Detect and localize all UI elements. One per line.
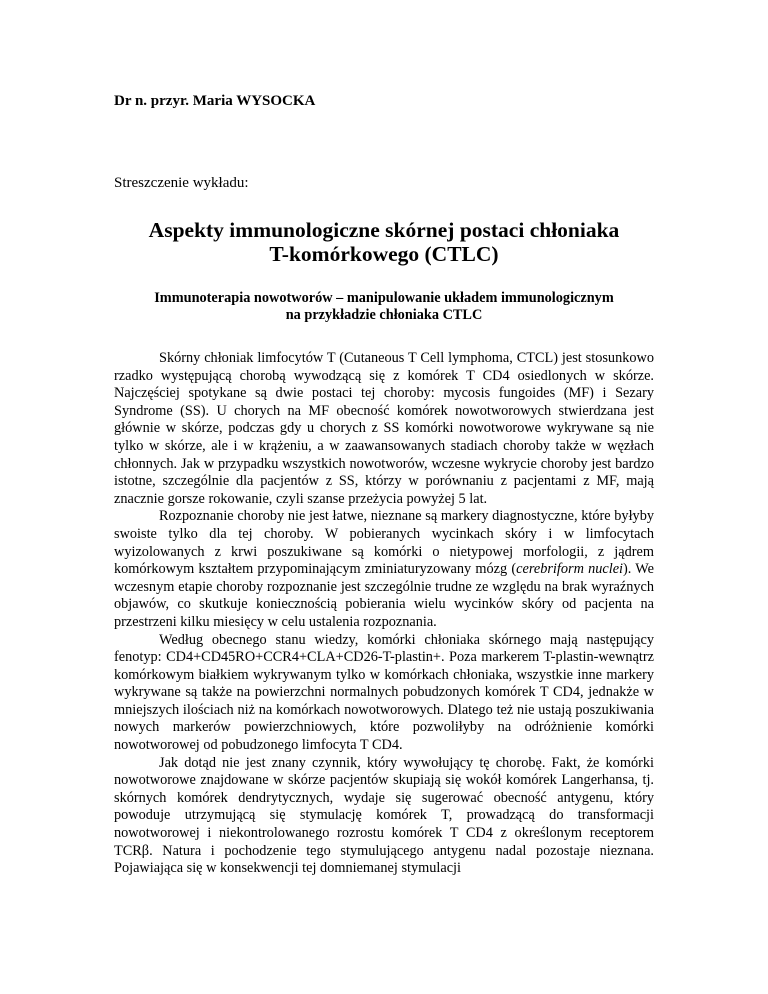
body-text xyxy=(114,350,654,878)
lecture-subtitle xyxy=(114,290,654,324)
abstract-label: Streszczenie wykładu: xyxy=(114,175,249,191)
title-line-1: Aspekty immunologiczne skórnej postaci chłoniaka xyxy=(148,218,620,242)
paragraph-1: Skórny chłoniak limfocytów T (Cutaneous T Cell lymphoma, CTCL) jest stosunkowo rzadko występującą chorobą wywodzącą się z komórek T CD4 osiedlonych w skórze. Najczęściej spotykane są dwie postaci tej choroby: mycosis fungoides (MF) i Sezary Syndrome (SS). U chorych na MF obecność komórek nowotworowych stwierdzana jest głównie w skórze, podczas gdy u chorych z SS komórki nowotworowe wykrywane są nie tylko w skórze, ale i w krążeniu, a w zaawansowanych stadiach choroby także w węzłach chłonnych. Jak w przypadku wszystkich nowotworów, wczesne wykrycie choroby jest bardzo istotne, szczególnie dla pacjentów z SS, którzy w porównaniu z pacjentami z MF, mają znacznie gorsze rokowanie, czyli szanse przeżycia powyżej 5 lat. xyxy=(114,350,654,507)
paragraph-2-text: Rozpoznanie choroby nie jest łatwe, nieznane są markery diagnostyczne, które byłyby swoiste tylko dla tej choroby. W pobieranych wycinkach skóry i w limfocytach wyizolowanych z krwi poszukiwane są komórki o nietypowej morfologii, z jądrem komórkowym kształtem przypominającym zminiaturyzowany mózg ( xyxy=(114,508,654,578)
italic-term: cerebriform nuclei xyxy=(516,561,624,578)
subtitle-line-1: Immunoterapia nowotworów – manipulowanie układem immunologicznym xyxy=(154,290,614,306)
paragraph-4: Jak dotąd nie jest znany czynnik, który wywołujący tę chorobę. Fakt, że komórki nowotworowe znajdowane w skórze pacjentów skupiają się wokół komórek Langerhansa, tj. skórnych komórek dendrytycznych, wydaje się sugerować obecność antygenu, który powoduje utrzymującą się stymulację komórek T, prowadzącą do transformacji nowotworowej i niekontrolowanego rozrostu komórek T CD4 z określonym receptorem TCRβ. Natura i pochodzenie tego stymulującego antygenu nadal pozostaje nieznana. Pojawiająca się w konsekwencji tej domniemanej stymulacji xyxy=(114,754,654,877)
title-line-2: T-komórkowego (CTLC) xyxy=(269,242,499,266)
paragraph-2-continued: ). We wczesnym etapie choroby rozpoznanie jest szczególnie trudne ze względu na brak wyraźnych objawów, co skutkuje koniecznością pobierania wielu wycinków skóry od pacjenta na przestrzeni kilku miesięcy w celu ustalenia rozpoznania. xyxy=(114,561,654,630)
author-name: Dr n. przyr. Maria WYSOCKA xyxy=(114,93,316,109)
paragraph-3: Według obecnego stanu wiedzy, komórki chłoniaka skórnego mają następujący fenotyp: CD4+CD45RO+CCR4+CLA+CD26-T-plastin+. Poza markerem T-plastin-wewnątrz komórkowym białkiem wykrywanym tylko w komórkach chłoniaka, wszystkie inne markery wykrywane są także na powierzchni normalnych pobudzonych komórek T CD4, jednakże w mniejszych ilościach niż na komórkach nowotworowych. Dlatego też nie ustają poszukiwania nowych markerów powierzchniowych, które pozwoliłyby na odróżnienie komórki nowotworowej od pobudzonego limfocyta T CD4. xyxy=(114,631,654,754)
subtitle-line-2: na przykładzie chłoniaka CTLC xyxy=(285,307,483,323)
paragraph-2 xyxy=(114,508,654,631)
lecture-title xyxy=(114,218,654,266)
